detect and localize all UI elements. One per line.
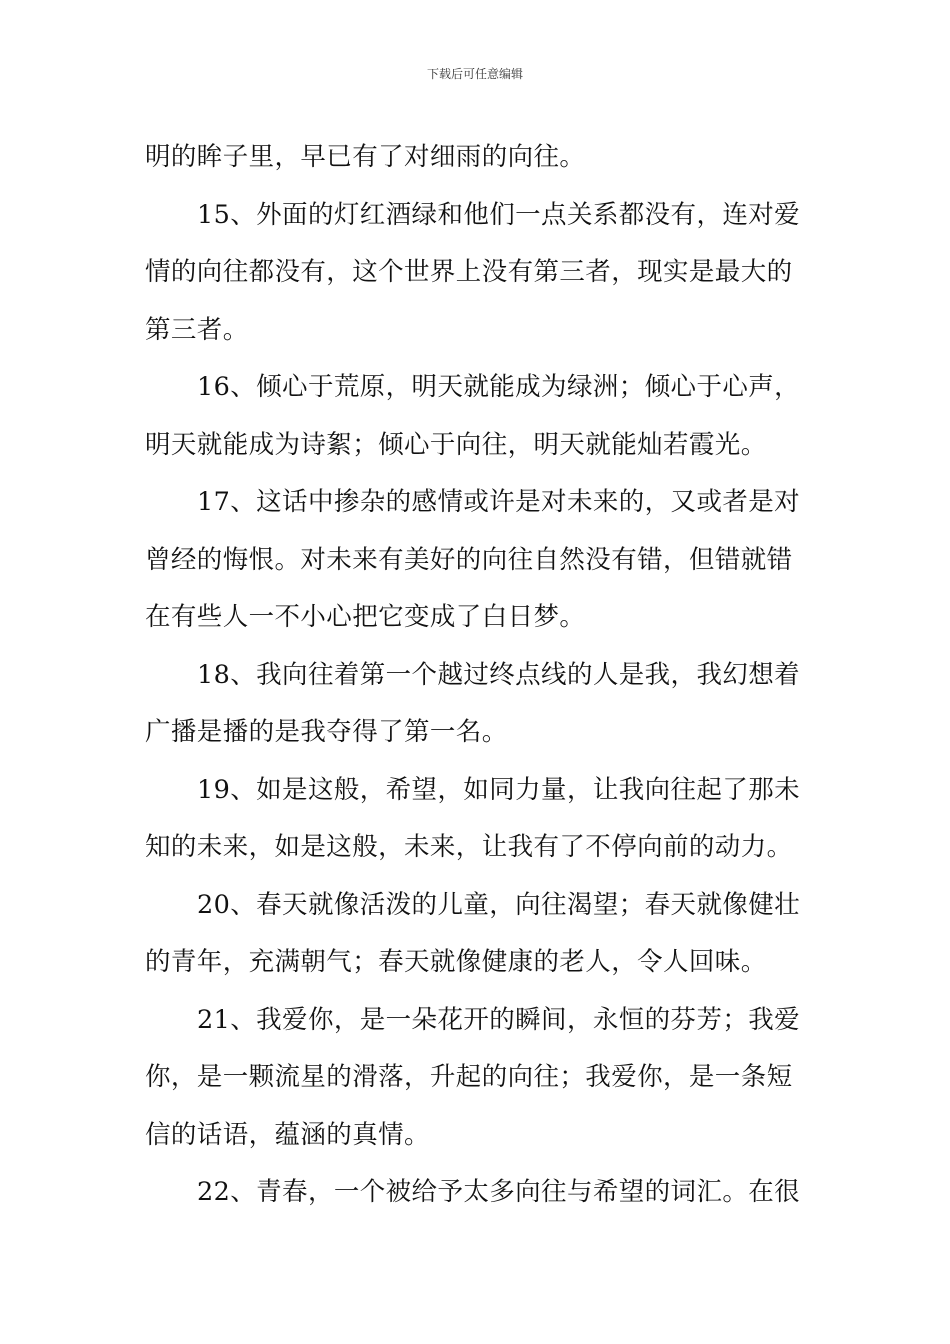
paragraph-19: 19、如是这般，希望，如同力量，让我向往起了那未知的未来，如是这般，未来，让我有了不停向前的动力。 — [145, 774, 801, 862]
paragraph-16: 16、倾心于荒原，明天就能成为绿洲；倾心于心声，明天就能成为诗絮；倾心于向往，明天就能灿若霞光。 — [145, 372, 801, 460]
paragraph-18: 18、我向往着第一个越过终点线的人是我，我幻想着广播是播的是我夺得了第一名。 — [145, 659, 801, 747]
document-body — [145, 129, 811, 1222]
paragraph-17: 17、这话中掺杂的感情或许是对未来的，又或者是对曾经的悔恨。对未来有美好的向往自然没有错，但错就错在有些人一不小心把它变成了白日梦。 — [145, 487, 801, 632]
page-header: 下载后可任意编辑 — [426, 67, 523, 81]
paragraph-21: 21、我爱你，是一朵花开的瞬间，永恒的芬芳；我爱你，是一颗流星的滑落，升起的向往；我爱你，是一条短信的话语，蕴涵的真情。 — [145, 1004, 801, 1150]
paragraph-15: 15、外面的灯红酒绿和他们一点关系都没有，连对爱情的向往都没有，这个世界上没有第三者，现实是最大的第三者。 — [145, 199, 801, 345]
paragraph-22: 22、青春，一个被给予太多向往与希望的词汇。在很 — [197, 1177, 801, 1207]
paragraph-continuation: 明的眸子里，早已有了对细雨的向往。 — [145, 142, 586, 172]
paragraph-20: 20、春天就像活泼的儿童，向往渴望；春天就像健壮的青年，充满朝气；春天就像健康的老人，令人回味。 — [145, 889, 801, 977]
